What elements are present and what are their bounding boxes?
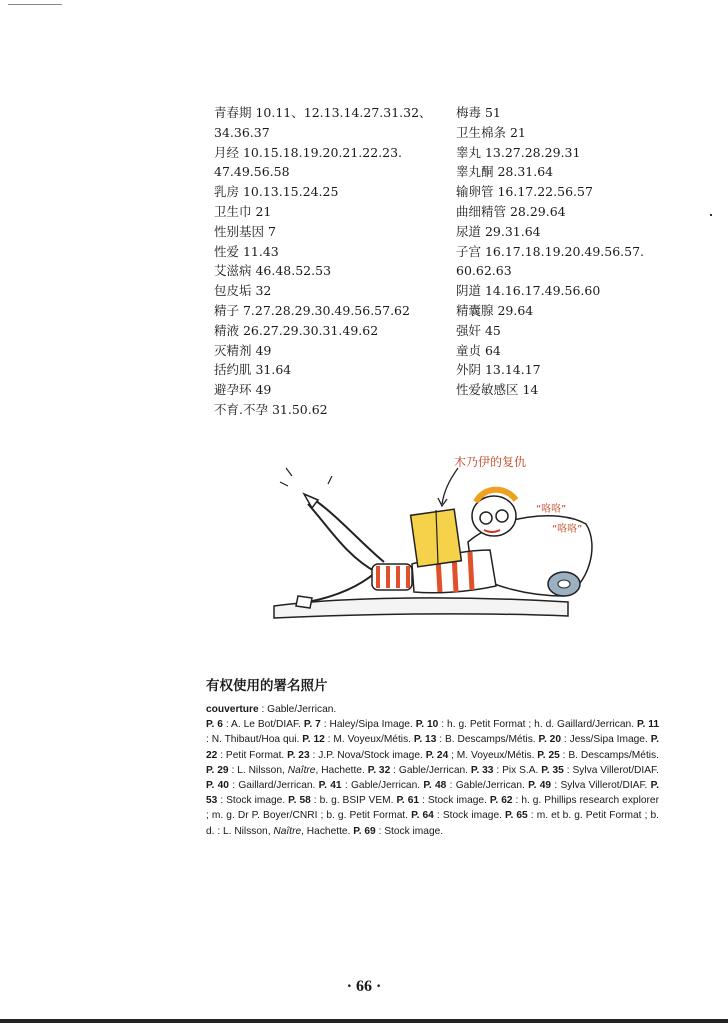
index-entry: 60.62.63 <box>456 263 512 279</box>
credit-source: : Gaillard/Jerrican. <box>228 780 319 792</box>
index-entry: 灭精剂 49 <box>214 342 272 358</box>
index-entry: 青春期 10.11、12.13.14.27.31.32、 <box>214 105 432 120</box>
credit-page-ref: P. 69 <box>353 825 376 837</box>
credit-cover-label: couverture <box>206 704 259 715</box>
credit-source: : Gable/Jerrican. <box>390 764 471 776</box>
credit-page-ref: P. 35 <box>541 764 564 776</box>
credit-source: : Stock image. <box>217 795 289 807</box>
index-entry: 精囊腺 29.64 <box>456 302 534 318</box>
credit-source: : L. Nilsson, <box>228 764 288 776</box>
credit-publisher: , Hachette. <box>301 825 354 837</box>
credit-page-ref: P. 20 <box>538 734 562 746</box>
credit-page-ref: P. 65 <box>505 810 528 822</box>
credit-source: : b. g. BSIP VEM. <box>310 795 397 807</box>
credit-page-ref: P. 29 <box>206 764 229 776</box>
illustration-caption: 木乃伊的复仇 <box>454 455 527 469</box>
credit-entries <box>206 719 659 836</box>
scan-speck <box>710 214 712 216</box>
credit-page-ref: P. 58 <box>288 795 311 807</box>
credit-source: : N. Thibaut/Hoa qui. <box>206 734 303 746</box>
credits-heading: 有权使用的署名照片 <box>206 678 328 694</box>
index-entry: 包皮垢 32 <box>214 283 272 299</box>
index-entry: 月经 10.15.18.19.20.21.22.23. <box>214 144 403 160</box>
credit-source: : Gable/Jerrican. <box>341 780 424 792</box>
index-column-right <box>456 103 686 400</box>
credit-page-ref: P. 23 <box>287 749 310 761</box>
index-entry: 性爱 11.43 <box>214 243 279 259</box>
credit-source: : M. Voyeux/Métis. <box>324 734 414 746</box>
credit-source: : J.P. Nova/Stock image. <box>309 749 426 761</box>
credit-page-ref: P. 10 <box>415 719 439 731</box>
credit-page-ref: P. 6 <box>206 719 223 731</box>
credit-source: : m. et b. g. Petit Format ; b. d. : L. Nilsson, <box>206 810 659 837</box>
index-entry: 卫生巾 21 <box>214 203 272 219</box>
index-entry: 避孕环 49 <box>214 382 272 398</box>
credit-page-ref: P. 62 <box>489 795 513 807</box>
credit-publisher: , Hachette. <box>315 764 368 776</box>
credit-source: : Jess/Sipa Image. <box>561 734 651 746</box>
credit-page-ref: P. 53 <box>206 780 659 807</box>
top-edge-mark <box>8 4 62 5</box>
credit-source: : h. g. Phillips research explorer ; m. g. Dr P. Boyer/CNRI ; b. g. Petit Format. <box>206 795 659 822</box>
index-entry: 卫生棉条 21 <box>456 124 526 140</box>
credit-page-ref: P. 40 <box>206 780 229 792</box>
snore-sound-2: “咯咯” <box>552 524 583 535</box>
index-entry: 精液 26.27.29.30.31.49.62 <box>214 322 379 338</box>
credit-page-ref: P. 32 <box>367 764 391 776</box>
bottom-border <box>0 1019 728 1023</box>
index-entry: 性别基因 7 <box>214 223 276 239</box>
credit-cover-text: : Gable/Jerrican. <box>258 704 337 715</box>
snore-sound-1: “咯咯” <box>536 504 567 515</box>
credit-source: : Stock image. <box>419 795 490 807</box>
index-entry: 艾滋病 46.48.52.53 <box>214 263 332 279</box>
credit-page-ref: P. 33 <box>470 764 494 776</box>
index-entry: 精子 7.27.28.29.30.49.56.57.62 <box>214 302 410 318</box>
credit-source: : Stock image. <box>375 825 444 837</box>
page-number: · 66 · <box>346 978 382 995</box>
credit-page-ref: P. 61 <box>396 795 420 807</box>
index-entry: 47.49.56.58 <box>214 164 290 180</box>
index-entry: 子宫 16.17.18.19.20.49.56.57. <box>456 243 645 259</box>
credit-page-ref: P. 48 <box>423 780 447 792</box>
credit-page-ref: P. 64 <box>411 810 434 822</box>
credit-source: : A. Le Bot/DIAF. <box>222 719 304 731</box>
credit-source: : Sylva Villerot/DIAF. <box>563 764 659 776</box>
index-entry: 梅毒 51 <box>456 105 501 120</box>
credit-page-ref: P. 49 <box>528 780 552 792</box>
index-entry: 乳房 10.13.15.24.25 <box>214 184 339 200</box>
credit-page-ref: P. 13 <box>413 734 437 746</box>
cartoon-illustration <box>268 446 608 632</box>
index-entry: 睾丸 13.27.28.29.31 <box>456 144 581 160</box>
index-entry: 34.36.37 <box>214 124 270 140</box>
credit-page-ref: P. 22 <box>206 734 659 761</box>
index-column-left <box>214 103 439 420</box>
credit-page-ref: P. 12 <box>302 734 325 746</box>
photo-credits <box>206 702 659 839</box>
credit-source: ; M. Voyeux/Métis. <box>448 749 538 761</box>
credit-page-ref: P. 25 <box>537 749 560 761</box>
credit-source: : B. Descamps/Métis. <box>559 749 659 761</box>
credit-book-title: Naître <box>287 764 316 776</box>
credit-page-ref: P. 41 <box>318 780 342 792</box>
credit-page-ref: P. 11 <box>636 719 659 731</box>
credit-source: : Pix S.A. <box>493 764 542 776</box>
index-entry: 输卵管 16.17.22.56.57 <box>456 184 593 200</box>
credit-source: : Haley/Sipa Image. <box>320 719 416 731</box>
credit-page-ref: P. 7 <box>303 719 321 731</box>
index-entry: 外阴 13.14.17 <box>456 362 541 378</box>
credit-source: : h. g. Petit Format ; h. d. Gaillard/Jerrican. <box>438 719 637 731</box>
index-entry: 括约肌 31.64 <box>214 362 292 378</box>
credit-source: : B. Descamps/Métis. <box>436 734 539 746</box>
index-entry: 尿道 29.31.64 <box>456 223 541 239</box>
index-entry: 阴道 14.16.17.49.56.60 <box>456 283 601 299</box>
credit-page-ref: P. 24 <box>425 749 449 761</box>
credit-book-title: Naître <box>273 825 302 837</box>
index-entry: 强奸 45 <box>456 322 501 338</box>
index-entry: 性爱敏感区 14 <box>456 382 539 398</box>
credit-source: : Sylva Villerot/DIAF. <box>551 780 651 792</box>
index-entry: 不育.不孕 31.50.62 <box>214 401 328 417</box>
index-entry: 睾丸酮 28.31.64 <box>456 164 554 180</box>
index-entry: 曲细精管 28.29.64 <box>456 203 566 219</box>
credit-source: : Gable/Jerrican. <box>446 780 529 792</box>
credit-source: : Petit Format. <box>217 749 288 761</box>
index-entry: 童贞 64 <box>456 342 501 358</box>
credit-source: : Stock image. <box>433 810 506 822</box>
